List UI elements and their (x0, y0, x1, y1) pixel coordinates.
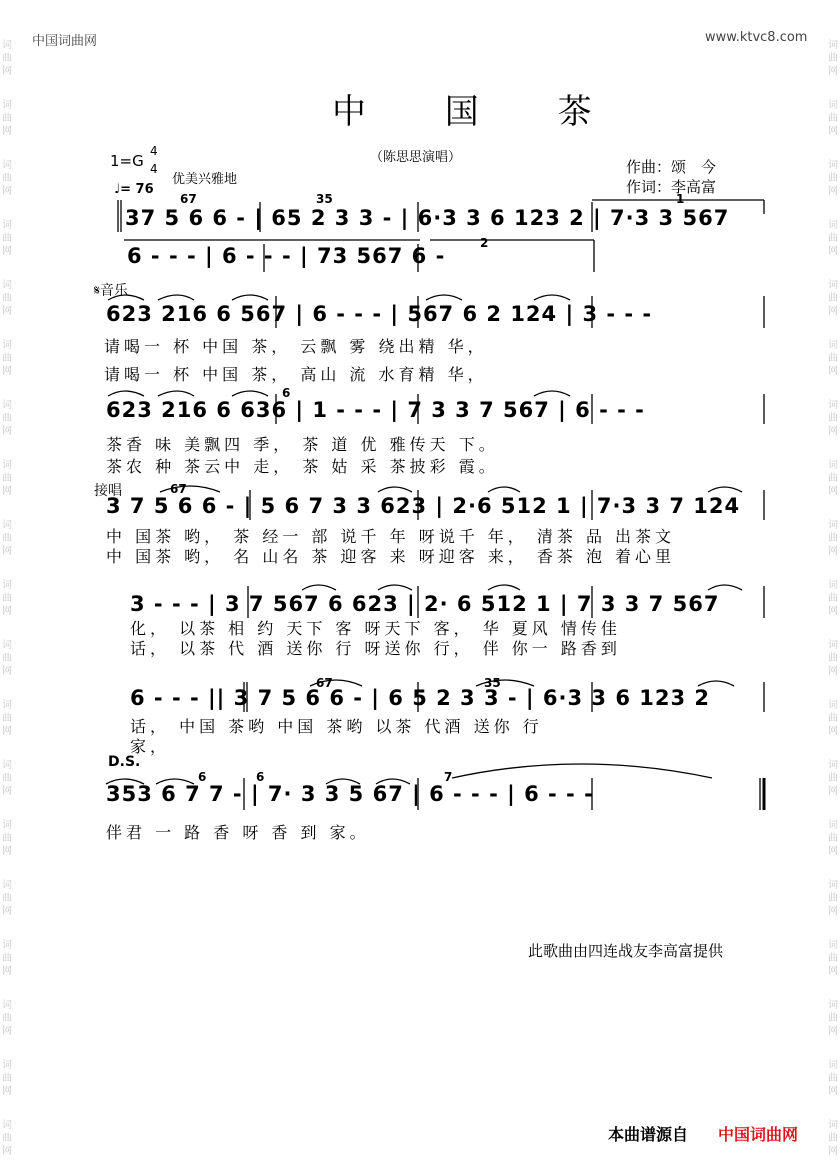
watermark-glyph: 网 (828, 186, 838, 197)
watermark-glyph: 曲 (2, 233, 12, 244)
watermark-glyph: 曲 (828, 233, 838, 244)
page-title: 中 国 茶 (332, 92, 626, 132)
watermark-glyph: 词 (828, 40, 838, 51)
watermark-glyph: 词 (828, 160, 838, 171)
watermark-glyph: 词 (2, 160, 12, 171)
watermark-glyph: 词 (2, 460, 12, 471)
grace-note-mark: 6 (198, 770, 207, 784)
score-row-2-notes: 6 - - - | 6 - - - | 73 567 6 - (127, 244, 446, 268)
watermark-glyph: 曲 (2, 1013, 12, 1024)
watermark-glyph: 曲 (2, 713, 12, 724)
watermark-glyph: 词 (828, 880, 838, 891)
watermark-glyph: 曲 (828, 1133, 838, 1144)
grace-note-mark: 7 (444, 770, 453, 784)
grace-note-mark: 67 (170, 482, 187, 496)
watermark-glyph: 曲 (2, 1073, 12, 1084)
score-row-7-notes: 6 - - - || 3 7 5 6 6 - | 6 5 2 3 3 - | 6·3 3 6 123 2 (130, 686, 711, 710)
watermark-glyph: 网 (2, 726, 12, 737)
composer-credit: 作曲：颂 今 (626, 158, 717, 176)
watermark-glyph: 词 (828, 520, 838, 531)
watermark-glyph: 词 (2, 640, 12, 651)
watermark-glyph: 网 (2, 186, 12, 197)
watermark-glyph: 曲 (2, 473, 12, 484)
watermark-glyph: 曲 (828, 473, 838, 484)
watermark-glyph: 词 (2, 1000, 12, 1011)
score-row-7-lyric-verse-1: 话， 中国 茶哟 中国 茶哟 以茶 代酒 送你 行 (130, 717, 543, 736)
grace-note-mark: 35 (484, 676, 501, 690)
watermark-glyph: 网 (828, 366, 838, 377)
watermark-glyph: 网 (828, 546, 838, 557)
tempo-label: 优美兴雅地 (172, 172, 238, 187)
watermark-glyph: 词 (828, 1120, 838, 1131)
key-signature: 1=G (110, 152, 144, 170)
watermark-glyph: 网 (828, 606, 838, 617)
watermark-glyph: 词 (2, 760, 12, 771)
watermark-glyph: 曲 (2, 353, 12, 364)
watermark-glyph: 词 (828, 220, 838, 231)
watermark-glyph: 网 (828, 966, 838, 977)
score-row-6-lyric-verse-1: 化， 以茶 相 约 天下 客 呀天下 客， 华 夏风 情传佳 (130, 619, 621, 638)
watermark-glyph: 曲 (828, 533, 838, 544)
watermark-glyph: 词 (828, 700, 838, 711)
watermark-glyph: 网 (828, 1086, 838, 1097)
watermark-glyph: 曲 (2, 773, 12, 784)
score-row-7-lyric-verse-2: 家， (130, 737, 171, 756)
site-name-left: 中国词曲网 (32, 34, 98, 49)
watermark-glyph: 曲 (828, 653, 838, 664)
watermark-glyph: 曲 (828, 413, 838, 424)
watermark-glyph: 词 (828, 580, 838, 591)
grace-note-mark: 67 (180, 192, 197, 206)
lyricist-credit: 作词：李高富 (626, 178, 717, 196)
watermark-glyph: 曲 (2, 53, 12, 64)
score-row-8-lyric: 伴君 一 路 香 呀 香 到 家。 (106, 823, 370, 842)
watermark-glyph: 网 (2, 66, 12, 77)
watermark-glyph: 曲 (828, 1013, 838, 1024)
watermark-glyph: 词 (2, 100, 12, 111)
volta-2-mark: 2 (480, 236, 489, 250)
watermark-glyph: 网 (828, 126, 838, 137)
grace-note-mark: 6 (282, 386, 291, 400)
watermark-glyph: 词 (2, 40, 12, 51)
watermark-glyph: 曲 (828, 773, 838, 784)
watermark-glyph: 曲 (828, 893, 838, 904)
watermark-glyph: 网 (2, 246, 12, 257)
site-url-right: www.ktvc8.com (705, 30, 808, 45)
watermark-glyph: 词 (2, 400, 12, 411)
watermark-glyph: 曲 (828, 953, 838, 964)
score-row-8-notes: 353 6 7 7 - | 7· 3 3 5 67 | 6 - - - | 6 - - - (106, 782, 594, 806)
watermark-glyph: 词 (2, 880, 12, 891)
watermark-glyph: 词 (828, 100, 838, 111)
credit-note: 此歌曲由四连战友李高富提供 (528, 942, 724, 960)
watermark-glyph: 曲 (828, 833, 838, 844)
grace-note-mark: 35 (316, 192, 333, 206)
ds-mark: D.S. (108, 754, 141, 770)
watermark-glyph: 曲 (2, 953, 12, 964)
watermark-glyph: 网 (2, 366, 12, 377)
watermark-glyph: 曲 (2, 653, 12, 664)
watermark-glyph: 词 (2, 280, 12, 291)
score-row-6-notes: 3 - - - | 3 7 567 6 623 | 2· 6 512 1 | 7 3 3 7 567 (130, 592, 720, 616)
jiechang-mark: 接唱 (94, 483, 122, 499)
watermark-glyph: 网 (2, 1086, 12, 1097)
score-row-3-lyric-verse-2: 请喝一 杯 中国 茶， 高山 流 水育精 华， (104, 365, 488, 384)
watermark-glyph: 词 (2, 340, 12, 351)
watermark-glyph: 词 (2, 1060, 12, 1071)
segno-music-mark: 𝄋音乐 (94, 283, 129, 299)
watermark-glyph: 词 (2, 1120, 12, 1131)
watermark-glyph: 词 (828, 1000, 838, 1011)
source-label: 本曲谱源自 (608, 1125, 689, 1144)
watermark-glyph: 曲 (2, 1133, 12, 1144)
watermark-glyph: 网 (2, 1026, 12, 1037)
watermark-glyph: 网 (828, 246, 838, 257)
watermark-glyph: 网 (2, 786, 12, 797)
grace-note-mark: 67 (316, 676, 333, 690)
watermark-glyph: 曲 (2, 413, 12, 424)
watermark-glyph: 曲 (2, 593, 12, 604)
watermark-glyph: 网 (2, 486, 12, 497)
watermark-glyph: 曲 (828, 173, 838, 184)
watermark-glyph: 网 (828, 786, 838, 797)
watermark-glyph: 曲 (828, 353, 838, 364)
watermark-glyph: 词 (828, 400, 838, 411)
watermark-glyph: 曲 (2, 113, 12, 124)
watermark-glyph: 网 (828, 726, 838, 737)
time-signature-bottom: 4 (150, 162, 158, 176)
watermark-glyph: 词 (828, 460, 838, 471)
watermark-glyph: 网 (828, 666, 838, 677)
watermark-glyph: 曲 (2, 173, 12, 184)
volta-1-mark: 1 (676, 192, 685, 206)
watermark-glyph: 词 (828, 280, 838, 291)
watermark-glyph: 曲 (2, 533, 12, 544)
watermark-glyph: 网 (2, 846, 12, 857)
watermark-glyph: 词 (2, 580, 12, 591)
watermark-glyph: 曲 (828, 593, 838, 604)
watermark-glyph: 网 (2, 606, 12, 617)
watermark-glyph: 曲 (2, 833, 12, 844)
singer-label: （陈思思演唱） (370, 150, 462, 165)
watermark-glyph: 曲 (828, 113, 838, 124)
watermark-glyph: 网 (828, 1146, 838, 1157)
score-row-5-notes: 3 7 5 6 6 - | 5 6 7 3 3 623 | 2·6 512 1 | 7·3 3 7 124 (106, 494, 741, 518)
watermark-glyph: 词 (828, 760, 838, 771)
watermark-glyph: 词 (828, 820, 838, 831)
score-row-4-lyric-verse-1: 茶香 味 美飘四 季， 茶 道 优 雅传天 下。 (106, 435, 499, 454)
watermark-glyph: 网 (2, 306, 12, 317)
watermark-glyph: 网 (828, 846, 838, 857)
watermark-glyph: 曲 (828, 53, 838, 64)
watermark-glyph: 曲 (2, 293, 12, 304)
watermark-glyph: 词 (828, 940, 838, 951)
watermark-glyph: 网 (828, 66, 838, 77)
watermark-glyph: 网 (2, 426, 12, 437)
watermark-glyph: 网 (2, 666, 12, 677)
score-row-5-lyric-verse-2: 中 国茶 哟， 名 山名 茶 迎客 来 呀迎客 来， 香茶 泡 着心里 (106, 547, 676, 566)
watermark-glyph: 网 (828, 426, 838, 437)
watermark-glyph: 词 (2, 820, 12, 831)
watermark-glyph: 网 (2, 966, 12, 977)
grace-note-mark: 6 (256, 770, 265, 784)
tempo-marking: ♩= 76 (114, 182, 154, 197)
watermark-glyph: 词 (2, 940, 12, 951)
watermark-glyph: 网 (2, 906, 12, 917)
watermark-glyph: 词 (2, 700, 12, 711)
source-site-link[interactable]: 中国词曲网 (718, 1125, 799, 1144)
watermark-glyph: 词 (828, 1060, 838, 1071)
watermark-glyph: 词 (828, 340, 838, 351)
watermark-glyph: 网 (828, 306, 838, 317)
score-row-4-lyric-verse-2: 茶农 种 茶云中 走， 茶 姑 采 茶披彩 霞。 (106, 457, 499, 476)
watermark-glyph: 网 (828, 486, 838, 497)
score-row-6-lyric-verse-2: 话， 以茶 代 酒 送你 行 呀送你 行， 伴 你一 路香到 (130, 639, 621, 658)
watermark-glyph: 网 (2, 546, 12, 557)
watermark-glyph: 网 (828, 1026, 838, 1037)
watermark-glyph: 词 (2, 220, 12, 231)
score-row-3-notes: 623 216 6 567 | 6 - - - | 567 6 2 124 | 3 - - - (106, 302, 653, 326)
watermark-glyph: 曲 (828, 713, 838, 724)
score-row-4-notes: 623 216 6 636 | 1 - - - | 7 3 3 7 567 | 6 - - - (106, 398, 645, 422)
watermark-glyph: 词 (2, 520, 12, 531)
watermark-glyph: 曲 (2, 893, 12, 904)
watermark-glyph: 网 (2, 126, 12, 137)
score-row-5-lyric-verse-1: 中 国茶 哟， 茶 经一 部 说千 年 呀说千 年， 清茶 品 出茶文 (106, 527, 676, 546)
watermark-glyph: 曲 (828, 1073, 838, 1084)
watermark-glyph: 曲 (828, 293, 838, 304)
score-row-1-notes: 37 5 6 6 - | 65 2 3 3 - | 6·3 3 6 123 2 | 7·3 3 567 (125, 206, 730, 230)
score-row-3-lyric-verse-1: 请喝一 杯 中国 茶， 云飘 雾 绕出精 华， (104, 337, 488, 356)
watermark-glyph: 网 (2, 1146, 12, 1157)
time-signature-top: 4 (150, 144, 158, 158)
watermark-glyph: 词 (828, 640, 838, 651)
watermark-glyph: 网 (828, 906, 838, 917)
